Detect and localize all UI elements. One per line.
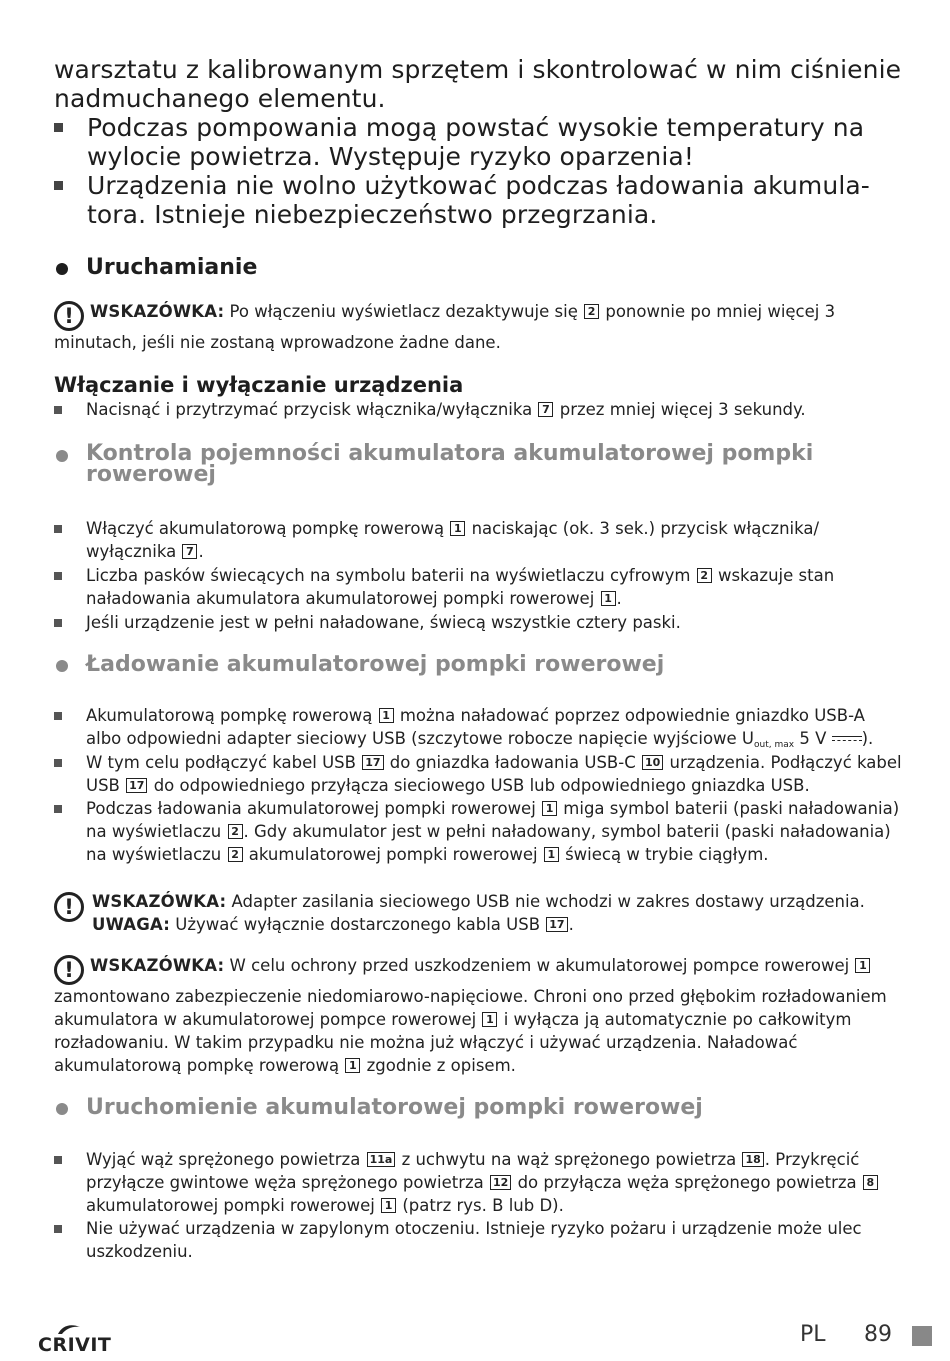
square-bullet-icon: [54, 619, 62, 627]
bullet-text: Podczas pompowania mogą powstać wysokie temperatury na wylocie powietrza. Występuje ryzyko oparzenia!: [87, 113, 865, 171]
ref-number: 1: [544, 847, 559, 862]
section-heading-charging: [54, 653, 914, 677]
bullet-on-off: Nacisnąć i przytrzymać przycisk włącznika/wyłącznika 7 przez mniej więcej 3 sekundy.: [54, 398, 904, 421]
exclamation-circle-icon: !: [54, 892, 84, 922]
ref-number: 12: [490, 1175, 511, 1190]
bullet-operation-2: Nie używać urządzenia w zapylonym otoczeniu. Istnieje ryzyko pożaru i urządzenie może ulec uszkodzeniu.: [54, 1217, 904, 1263]
ref-number: 17: [126, 778, 147, 793]
ref-number: 17: [362, 755, 383, 770]
ref-number: 7: [182, 544, 197, 559]
section-heading-operation: [54, 1096, 914, 1120]
bullet-operation-1: Wyjąć wąż sprężonego powietrza 11a z uchwytu na wąż sprężonego powietrza 18 . Przykręcić przyłącze gwintowe węża sprężonego powietrza 12 do przyłącza węża sprężonego powietrza 8 akumulatorowej pompki rowerowej 1 (patrz rys. B lub D).: [54, 1148, 904, 1217]
brand-name: CRIVIT: [38, 1334, 112, 1356]
ref-number: 8: [863, 1175, 878, 1190]
intro-continuation: warsztatu z kalibrowanym sprzętem i skontrolować w nim ciśnienie nadmuchanego elementu.: [54, 55, 902, 113]
page-marker-square: [912, 1326, 932, 1346]
ref-number: 18: [742, 1152, 763, 1167]
page-number: 89: [864, 1322, 892, 1347]
ref-number: 10: [642, 755, 663, 770]
bullet-charging-2: W tym celu podłączyć kabel USB 17 do gniazdka ładowania USB-C 10 urządzenia. Podłączyć kabel USB 17 do odpowiedniego przyłącza sieciowego USB lub odpowiedniego gniazdka USB.: [54, 751, 904, 797]
ref-number: 1: [601, 591, 616, 606]
bullet-capacity-2: Liczba pasków świecących na symbolu baterii na wyświetlaczu cyfrowym 2 wskazuje stan naładowania akumulatora akumulatorowej pompki rowerowej 1 .: [54, 564, 904, 610]
ref-number: 2: [228, 824, 243, 839]
note-usb-adapter: ! WSKAZÓWKA: Adapter zasilania sieciowego USB nie wchodzi w zakres dostawy urządzenia. UWAGA: Używać wyłącznie dostarczonego kabla USB 17 .: [54, 890, 899, 936]
ref-number: 2: [697, 568, 712, 583]
section-heading-startup: [54, 256, 914, 280]
square-bullet-icon: [54, 406, 62, 414]
square-bullet-icon: [54, 805, 62, 813]
ref-number: 1: [381, 1198, 396, 1213]
ref-number: 1: [379, 708, 394, 723]
section-title: Kontrola pojemności akumulatora akumulatorowej pompki rowerowej: [86, 441, 814, 487]
exclamation-circle-icon: !: [54, 301, 84, 331]
square-bullet-icon: [54, 525, 62, 533]
bullet-charging-3: Podczas ładowania akumulatorowej pompki rowerowej 1 miga symbol baterii (paski naładowania) na wyświetlaczu 2 . Gdy akumulator jest w pełni naładowany, symbol baterii (paski naładowania) na wyświetlaczu 2 akumulatorowej pompki rowerowej 1 świecą w trybie ciągłym.: [54, 797, 904, 866]
section-title: Ładowanie akumulatorowej pompki rowerowej: [86, 652, 665, 677]
square-bullet-icon: [54, 759, 62, 767]
ref-number: 1: [855, 958, 870, 973]
note-label: WSKAZÓWKA:: [92, 892, 227, 911]
note-label: WSKAZÓWKA:: [90, 956, 225, 975]
section-dot-icon: [56, 660, 68, 672]
caution-label: UWAGA:: [92, 915, 171, 934]
section-dot-icon: [56, 1103, 68, 1115]
note-display-timeout: ! WSKAZÓWKA: Po włączeniu wyświetlacz dezaktywuje się 2 ponownie po mniej więcej 3 minutach, jeśli nie zostaną wprowadzone żadne dane.: [54, 302, 836, 352]
ref-number: 17: [546, 917, 567, 932]
ref-number: 1: [450, 521, 465, 536]
ref-number: 7: [538, 402, 553, 417]
ref-number: 2: [584, 304, 599, 319]
intro-bullet-2: [54, 171, 914, 229]
note-undervoltage: ! WSKAZÓWKA: W celu ochrony przed uszkodzeniem w akumulatorowej pompce rowerowej 1 zamontowano zabezpieczenie niedomiarowo-napięciowe. Chroni ono przed głębokim rozładowaniem akumulatora w akumulatorowej pompce rowerowej 1 i wyłącza ją automatycznie po całkowitym rozładowaniu. W takim przypadku nie można już włączyć i używać urządzenia. Naładować akumulatorową pompkę rowerową 1 zgodnie z opisem.: [54, 956, 887, 1075]
square-bullet-icon: [54, 1225, 62, 1233]
bullet-charging-1: Akumulatorową pompkę rowerową 1 można naładować poprzez odpowiednie gniazdko USB-A albo odpowiedni adapter sieciowy USB (szczytowe robocze napięcie wyjściowe $U_{out, max}$ 5 V ).: [54, 704, 904, 757]
section-heading-capacity: [54, 443, 914, 485]
subheading-on-off: Włączanie i wyłączanie urządzenia: [54, 373, 464, 397]
dc-symbol-icon: [832, 734, 862, 744]
intro-bullet-1: [54, 113, 914, 171]
bullet-capacity-3: Jeśli urządzenie jest w pełni naładowane, świecą wszystkie cztery paski.: [54, 611, 904, 634]
ref-number: 11a: [367, 1152, 396, 1167]
square-bullet-icon: [54, 181, 63, 190]
section-title: Uruchamianie: [86, 255, 258, 280]
note-label: WSKAZÓWKA:: [90, 302, 225, 321]
ref-number: 1: [345, 1058, 360, 1073]
ref-number: 1: [542, 801, 557, 816]
section-title: Uruchomienie akumulatorowej pompki rowerowej: [86, 1095, 703, 1120]
brand-logo: [38, 1322, 111, 1356]
square-bullet-icon: [54, 123, 63, 132]
section-dot-icon: [56, 263, 68, 275]
section-dot-icon: [56, 450, 68, 462]
ref-number: 1: [482, 1012, 497, 1027]
exclamation-circle-icon: !: [54, 955, 84, 985]
bullet-text: Urządzenia nie wolno użytkować podczas ładowania akumula-tora. Istnieje niebezpieczeństwo przegrzania.: [87, 171, 870, 229]
square-bullet-icon: [54, 1156, 62, 1164]
ref-number: 2: [228, 847, 243, 862]
square-bullet-icon: [54, 712, 62, 720]
square-bullet-icon: [54, 572, 62, 580]
language-code: PL: [800, 1322, 826, 1347]
bullet-capacity-1: Włączyć akumulatorową pompkę rowerową 1 naciskając (ok. 3 sek.) przycisk włącznika/ wyłącznika 7 .: [54, 517, 904, 563]
